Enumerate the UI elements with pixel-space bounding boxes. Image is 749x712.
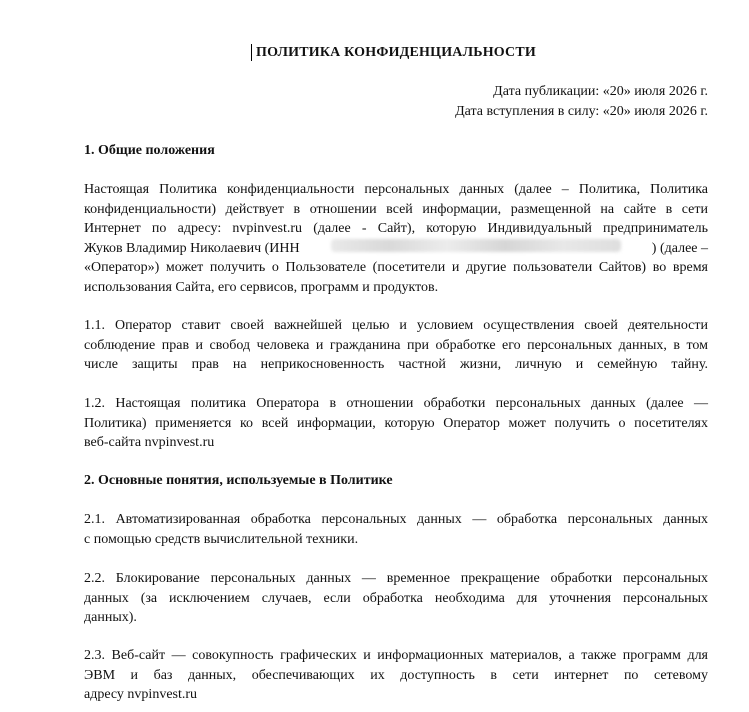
paragraph-line: адресу nvpinvest.ru [84,687,198,702]
paragraph-line: ЭВМ и баз данных, обеспечивающих их доступность в сети интернет по сетевому [84,667,708,683]
paragraph-line: использования Сайта, его сервисов, программ и продуктов. [84,279,439,295]
section-2-1-paragraph [84,510,708,549]
document-title: ПОЛИТИКА КОНФИДЕНЦИАЛЬНОСТИ [255,45,536,60]
paragraph-line: числе защиты прав на неприкосновенность частной жизни, личную и семейную тайну. [84,357,708,372]
publication-date: Дата публикации: «20» июля 2026 г. [493,84,708,99]
paragraph-line-redacted [84,239,708,259]
section-1-intro-paragraph [84,180,708,297]
effective-date: Дата вступления в силу: «20» июля 2026 г. [455,104,708,119]
section-2-2-paragraph [84,569,708,628]
section-1-heading: 1. Общие положения [84,143,215,158]
paragraph-line: данных). [84,610,137,625]
paragraph-line: 2.2. Блокирование персональных данных — временное прекращение обработки персональных [84,571,708,586]
paragraph-line: Интернет по адресу: nvpinvest.ru (далее - Сайт), которую Индивидуальный предприниматель [84,221,708,236]
paragraph-line: Политика) применяется ко всей информации, которую Оператор может получить о посетителях [84,415,708,431]
section-1-2-paragraph [84,394,708,453]
paragraph-line: 2.3. Веб-сайт — совокупность графических и информационных материалов, а также программ для [84,648,708,663]
paragraph-line: «Оператор») может получить о Пользователе (посетители и другие пользователи Сайтов) во время [84,260,708,275]
section-2-heading: 2. Основные понятия, используемые в Политике [84,473,393,488]
paragraph-line: 1.1. Оператор ставит своей важнейшей целью и условием осуществления своей деятельности [84,318,708,333]
paragraph-line: 2.1. Автоматизированная обработка персональных данных — обработка персональных данных [84,512,708,527]
paragraph-line: с помощью средств вычислительной техники. [84,531,359,547]
section-2-3-paragraph [84,646,708,705]
operator-suffix-text: ) (далее – [651,240,708,256]
operator-name-text: Жуков Владимир Николаевич (ИНН [84,240,300,256]
paragraph-line: веб-сайта nvpinvest.ru [84,435,215,450]
section-1-1-paragraph [84,316,708,375]
paragraph-line: данных (за исключением случаев, если обработка необходима для уточнения персональных [84,590,708,606]
paragraph-line: Настоящая Политика конфиденциальности персональных данных (далее – Политика, Политика [84,182,708,197]
redacted-inn [331,239,621,252]
paragraph-line: соблюдение прав и свобод человека и гражданина при обработке его персональных данных, в том [84,337,708,353]
date-block [84,82,708,122]
paragraph-line: конфиденциальности) действует в отношении всей информации, размещенной на сайте в сети [84,201,708,217]
paragraph-line: 1.2. Настоящая политика Оператора в отношении обработки персональных данных (далее — [84,396,708,411]
